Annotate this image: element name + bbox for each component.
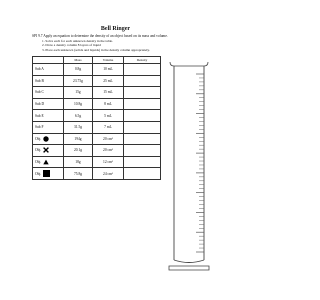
mass-cell: 10.8g <box>64 98 93 110</box>
volume-cell: 5 mL <box>93 110 124 122</box>
density-cell <box>124 64 161 76</box>
volume-cell: 24 cm³ <box>93 168 124 180</box>
table-header-row <box>33 57 161 64</box>
header-cell-volume: Volume <box>93 57 124 64</box>
volume-cell: 20 cm³ <box>93 145 124 157</box>
row-label <box>33 75 64 87</box>
density-cell <box>124 133 161 145</box>
header-cell-density: Density <box>124 57 161 64</box>
mass-cell: 23.75g <box>64 75 93 87</box>
row-label <box>33 98 64 110</box>
step-2: 2. Draw a density column 8 layers of liquid <box>42 43 101 48</box>
mass-cell: 0.8g <box>64 64 93 76</box>
cylinder-bottom <box>174 260 204 263</box>
density-cell <box>124 87 161 99</box>
row-label-text: Sub D <box>35 102 45 107</box>
row-label-text: Obj. <box>35 136 42 141</box>
row-label-text: Obj. <box>35 171 42 176</box>
table-row <box>33 121 161 133</box>
volume-cell: 15 mL <box>93 87 124 99</box>
table-row <box>33 145 161 157</box>
table-row <box>33 64 161 76</box>
row-label <box>33 156 64 168</box>
volume-cell: 7 mL <box>93 121 124 133</box>
mass-cell: 18g <box>64 156 93 168</box>
volume-cell: 12 cm³ <box>93 156 124 168</box>
x-icon <box>43 147 49 153</box>
row-label <box>33 64 64 76</box>
row-label-text: Sub B <box>35 78 44 83</box>
step-1: 1. Solve each for each unknown density in the table. <box>42 39 113 43</box>
header-cell-mass: Mass <box>64 57 93 64</box>
table-row <box>33 156 161 168</box>
table-row <box>33 75 161 87</box>
density-table <box>32 56 161 180</box>
volume-cell: 8 mL <box>93 98 124 110</box>
table-row <box>33 98 161 110</box>
table-row <box>33 133 161 145</box>
triangle-icon <box>43 159 49 165</box>
square-icon <box>43 170 50 177</box>
row-label-text: Sub C <box>35 90 44 95</box>
row-label-text: Sub F <box>35 125 44 130</box>
mass-cell: 6.5g <box>64 110 93 122</box>
header-cell-label <box>33 57 64 64</box>
mass-cell: 194g <box>64 133 93 145</box>
table-row <box>33 87 161 99</box>
row-label <box>33 145 64 157</box>
row-label <box>33 87 64 99</box>
row-label <box>33 133 64 145</box>
cylinder-lip <box>170 62 208 66</box>
standard-statement: SPI 9.7 Apply an equation to determine the density of an object based on its mass and volume. <box>32 34 168 38</box>
table-row <box>33 110 161 122</box>
density-cell <box>124 110 161 122</box>
density-cell <box>124 145 161 157</box>
row-label-text: Sub E <box>35 113 44 118</box>
density-cell <box>124 156 161 168</box>
row-label-text: Sub A <box>35 67 44 72</box>
page-title: Bell Ringer <box>100 26 131 32</box>
row-label-text: Obj. <box>35 148 42 153</box>
volume-cell: 10 mL <box>93 64 124 76</box>
circle-icon <box>43 136 49 142</box>
mass-cell: 75.8g <box>64 168 93 180</box>
row-label-text: Obj. <box>35 160 42 165</box>
row-label <box>33 121 64 133</box>
volume-cell: 20 cm³ <box>93 133 124 145</box>
density-cell <box>124 121 161 133</box>
step-3: 3. Place each unknown (solids and liquids) in the density column appropriately. <box>42 47 150 52</box>
density-cell <box>124 98 161 110</box>
mass-cell: 15g <box>64 87 93 99</box>
row-label <box>33 110 64 122</box>
mass-cell: 20.1g <box>64 145 93 157</box>
density-cell <box>124 168 161 180</box>
row-label <box>33 168 64 180</box>
mass-cell: 31.5g <box>64 121 93 133</box>
table-row <box>33 168 161 180</box>
cylinder-base <box>169 266 209 270</box>
instruction-steps <box>42 39 222 52</box>
volume-cell: 25 mL <box>93 75 124 87</box>
graduated-cylinder <box>168 60 212 284</box>
density-cell <box>124 75 161 87</box>
